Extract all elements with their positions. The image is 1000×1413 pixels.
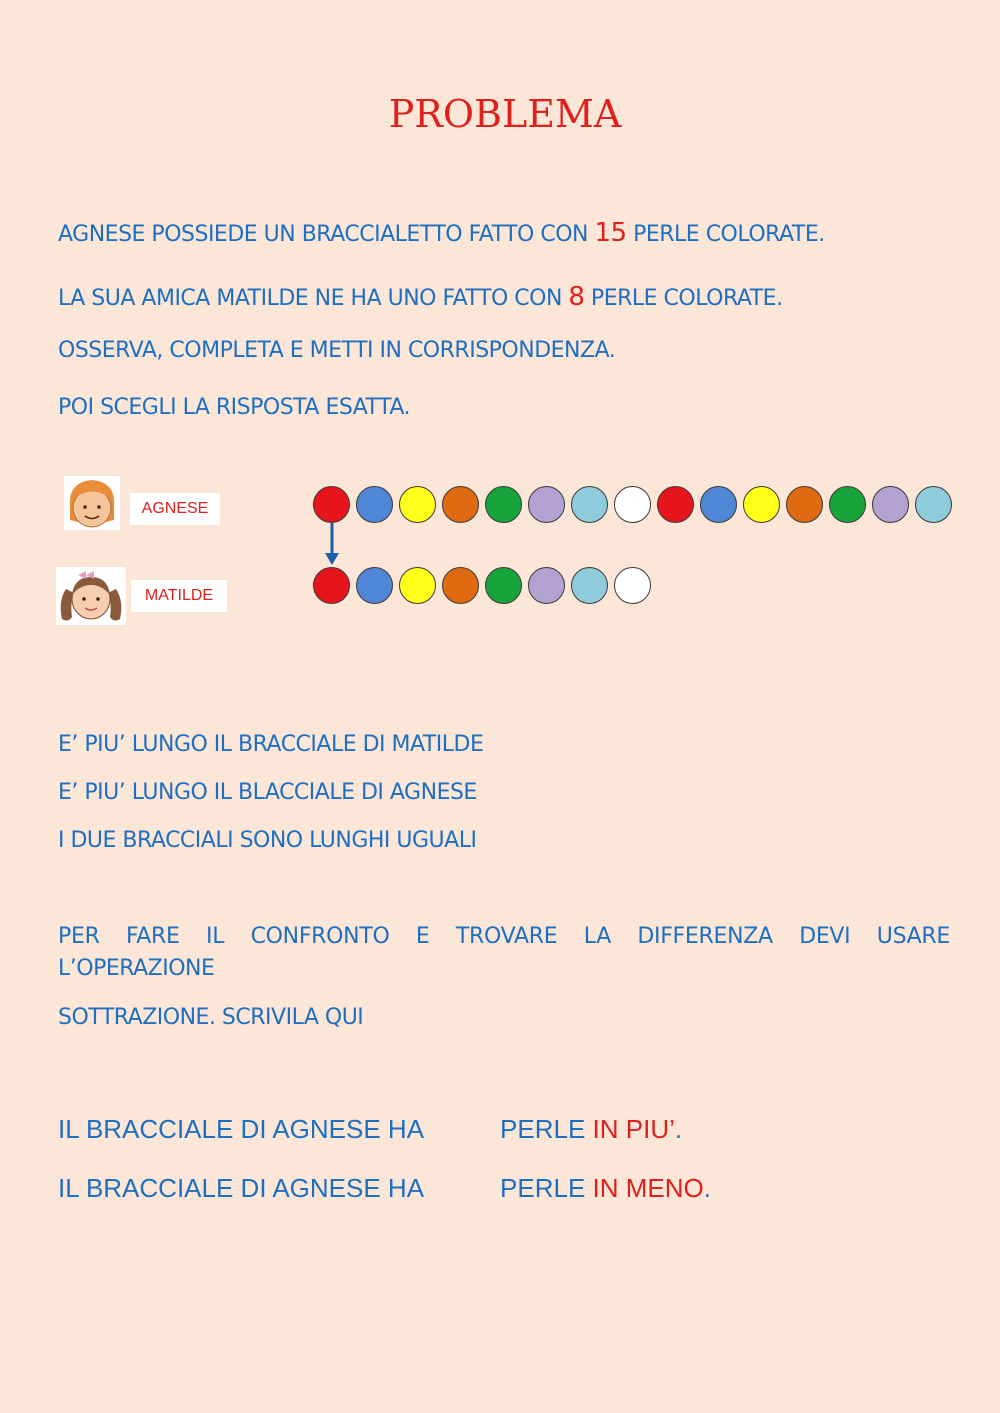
agnese-bead — [786, 486, 823, 523]
matilde-bead — [571, 567, 608, 604]
agnese-label: AGNESE — [130, 493, 220, 525]
intro-text: PERLE COLORATE. — [626, 222, 825, 247]
page-title: PROBLEMA — [388, 92, 622, 136]
agnese-bead — [614, 486, 651, 523]
answer-more-label: IN PIU’ — [592, 1114, 675, 1144]
agnese-bead-count: 15 — [594, 218, 627, 248]
answer-mid: PERLE — [500, 1114, 593, 1144]
agnese-bead — [528, 486, 565, 523]
matilde-label: MATILDE — [131, 580, 227, 612]
agnese-bead — [700, 486, 737, 523]
answer-lead: IL BRACCIALE DI AGNESE HA — [58, 1114, 425, 1144]
matilde-bead — [313, 567, 350, 604]
matilde-bracelet — [313, 567, 651, 604]
answer-tail: . — [674, 1114, 683, 1144]
matilde-bead — [485, 567, 522, 604]
agnese-face-icon — [64, 476, 120, 530]
option-agnese-longer[interactable]: E’ PIU’ LUNGO IL BLACCIALE DI AGNESE — [58, 780, 477, 805]
intro-text: AGNESE POSSIEDE UN BRACCIALETTO FATTO CON — [58, 222, 595, 247]
answer-mid: PERLE — [500, 1173, 593, 1203]
instruction-line-1: PER FARE IL CONFRONTO E TROVARE LA DIFFERENZA DEVI USARE — [58, 924, 950, 949]
matilde-bead-count: 8 — [568, 282, 585, 312]
option-equal-length[interactable]: I DUE BRACCIALI SONO LUNGHI UGUALI — [58, 828, 477, 853]
agnese-bead — [872, 486, 909, 523]
agnese-bead — [657, 486, 694, 523]
agnese-bead — [485, 486, 522, 523]
answer-less-label: IN MENO — [592, 1173, 704, 1203]
agnese-bead — [313, 486, 350, 523]
correspondence-arrow-icon[interactable] — [322, 523, 342, 567]
intro-line-1 — [58, 218, 825, 248]
matilde-bead — [528, 567, 565, 604]
instruction-line-2: L’OPERAZIONE — [58, 956, 215, 981]
intro-text: LA SUA AMICA MATILDE NE HA UNO FATTO CON — [58, 286, 569, 311]
matilde-face-icon — [56, 567, 126, 625]
agnese-bead — [571, 486, 608, 523]
agnese-bead — [743, 486, 780, 523]
agnese-bead — [915, 486, 952, 523]
intro-line-4: POI SCEGLI LA RISPOSTA ESATTA. — [58, 395, 410, 420]
agnese-bracelet — [313, 486, 952, 523]
matilde-bead — [356, 567, 393, 604]
answer-tail: . — [703, 1173, 712, 1203]
answer-less-row — [58, 1173, 711, 1204]
answer-more-row — [58, 1114, 682, 1145]
instruction-line-3: SOTTRAZIONE. SCRIVILA QUI — [58, 1005, 364, 1030]
agnese-bead — [829, 486, 866, 523]
option-matilde-longer[interactable]: E’ PIU’ LUNGO IL BRACCIALE DI MATILDE — [58, 732, 484, 757]
intro-line-2 — [58, 282, 783, 312]
matilde-bead — [442, 567, 479, 604]
intro-line-3: OSSERVA, COMPLETA E METTI IN CORRISPONDENZA. — [58, 338, 616, 363]
matilde-bead — [399, 567, 436, 604]
agnese-bead — [356, 486, 393, 523]
agnese-bead — [442, 486, 479, 523]
agnese-bead — [399, 486, 436, 523]
answer-lead: IL BRACCIALE DI AGNESE HA — [58, 1173, 425, 1203]
intro-text: PERLE COLORATE. — [584, 286, 783, 311]
matilde-bead — [614, 567, 651, 604]
